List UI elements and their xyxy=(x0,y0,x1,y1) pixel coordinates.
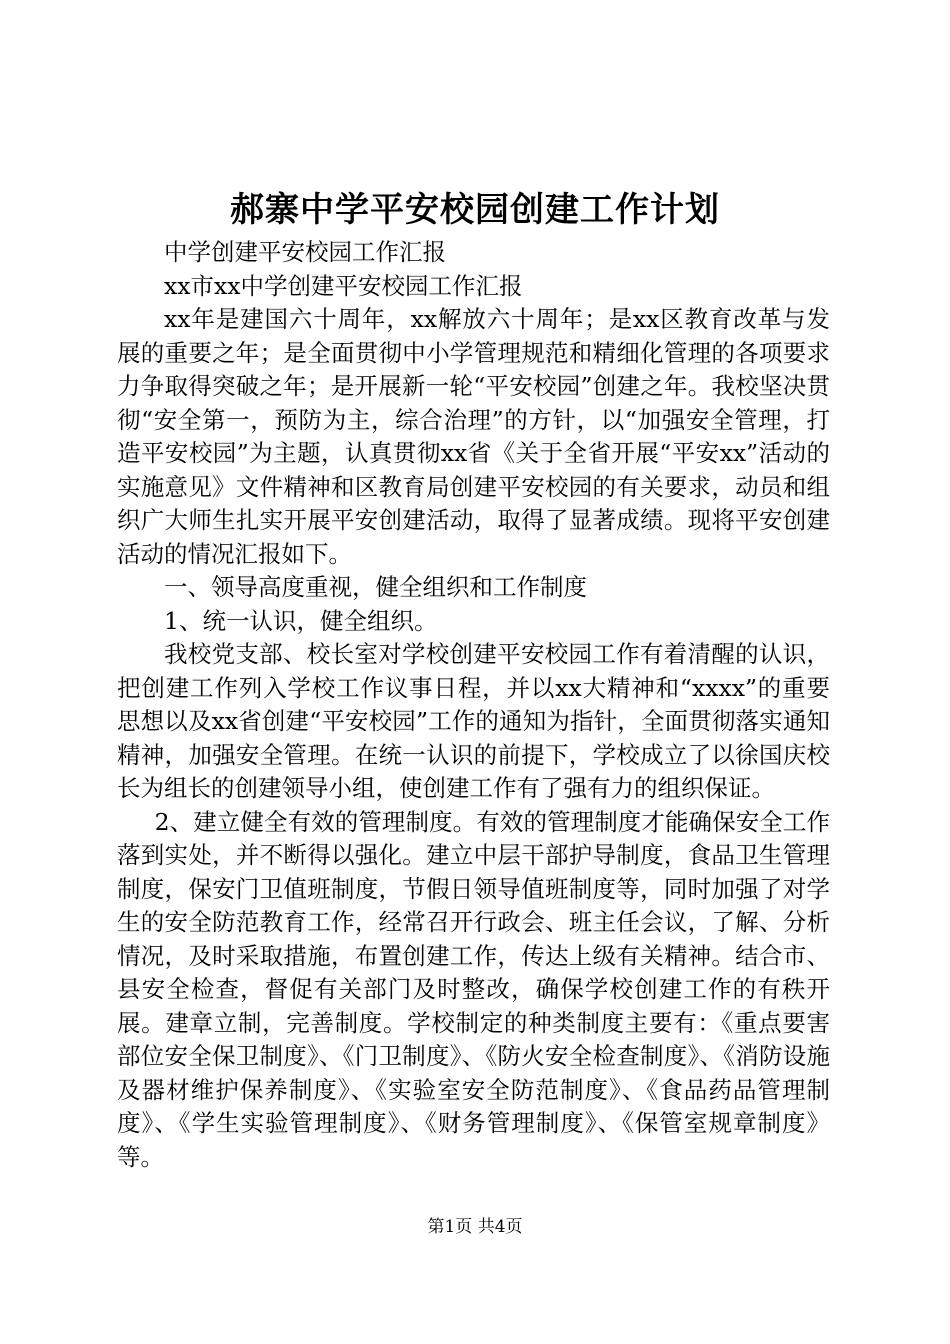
document-body xyxy=(117,236,830,1174)
paragraph-intro: xx年是建国六十周年，xx解放六十周年；是xx区教育改革与发展的重要之年；是全面贯彻中小学管理规范和精细化管理的各项要求力争取得突破之年；是开展新一轮“平安校园”创建之年。我校坚决贯彻“安全第一，预防为主，综合治理”的方针，以“加强安全管理，打造平安校园”为主题，认真贯彻xx省《关于全省开展“平安xx”活动的实施意见》文件精神和区教育局创建平安校园的有关要求，动员和组织广大师生扎实开展平安创建活动，取得了显著成绩。现将平安创建活动的情况汇报如下。 xyxy=(117,305,830,568)
paragraph-management-system: 2、建立健全有效的管理制度。有效的管理制度才能确保安全工作落到实处，并不断得以强化。建立中层干部护导制度，食品卫生管理制度，保安门卫值班制度，节假日领导值班制度等，同时加强了对学生的安全防范教育工作，经常召开行政会、班主任会议，了解、分析情况，及时采取措施，布置创建工作，传达上级有关精神。结合市、县安全检查，督促有关部门及时整改，确保学校创建工作的有秩开展。建章立制，完善制度。学校制定的种类制度主要有：《重点要害部位安全保卫制度》、《门卫制度》、《防火安全检查制度》、《消防设施及器材维护保养制度》、《实验室安全防范制度》、《食品药品管理制度》、《学生实验管理制度》、《财务管理制度》、《保管室规章制度》等。 xyxy=(117,807,830,1171)
paragraph-organization: 我校党支部、校长室对学校创建平安校园工作有着清醒的认识，把创建工作列入学校工作议事日程，并以xx大精神和“xxxx”的重要思想以及xx省创建“平安校园”工作的通知为指针，全面贯彻落实通知精神，加强安全管理。在统一认识的前提下，学校成立了以徐国庆校长为组长的创建领导小组，使创建工作有了强有力的组织保证。 xyxy=(117,640,830,802)
paragraph-subtitle: 中学创建平安校园工作汇报 xyxy=(164,238,446,266)
document-title: 郝寨中学平安校园创建工作计划 xyxy=(230,190,720,230)
subsection-heading-1: 1、统一认识，健全组织。 xyxy=(164,606,438,635)
paragraph-report-title: xx市xx中学创建平安校园工作汇报 xyxy=(164,271,523,300)
section-heading-1: 一、领导高度重视，健全组织和工作制度 xyxy=(164,573,587,601)
page-footer: 第1页 共4页 xyxy=(427,1217,523,1237)
